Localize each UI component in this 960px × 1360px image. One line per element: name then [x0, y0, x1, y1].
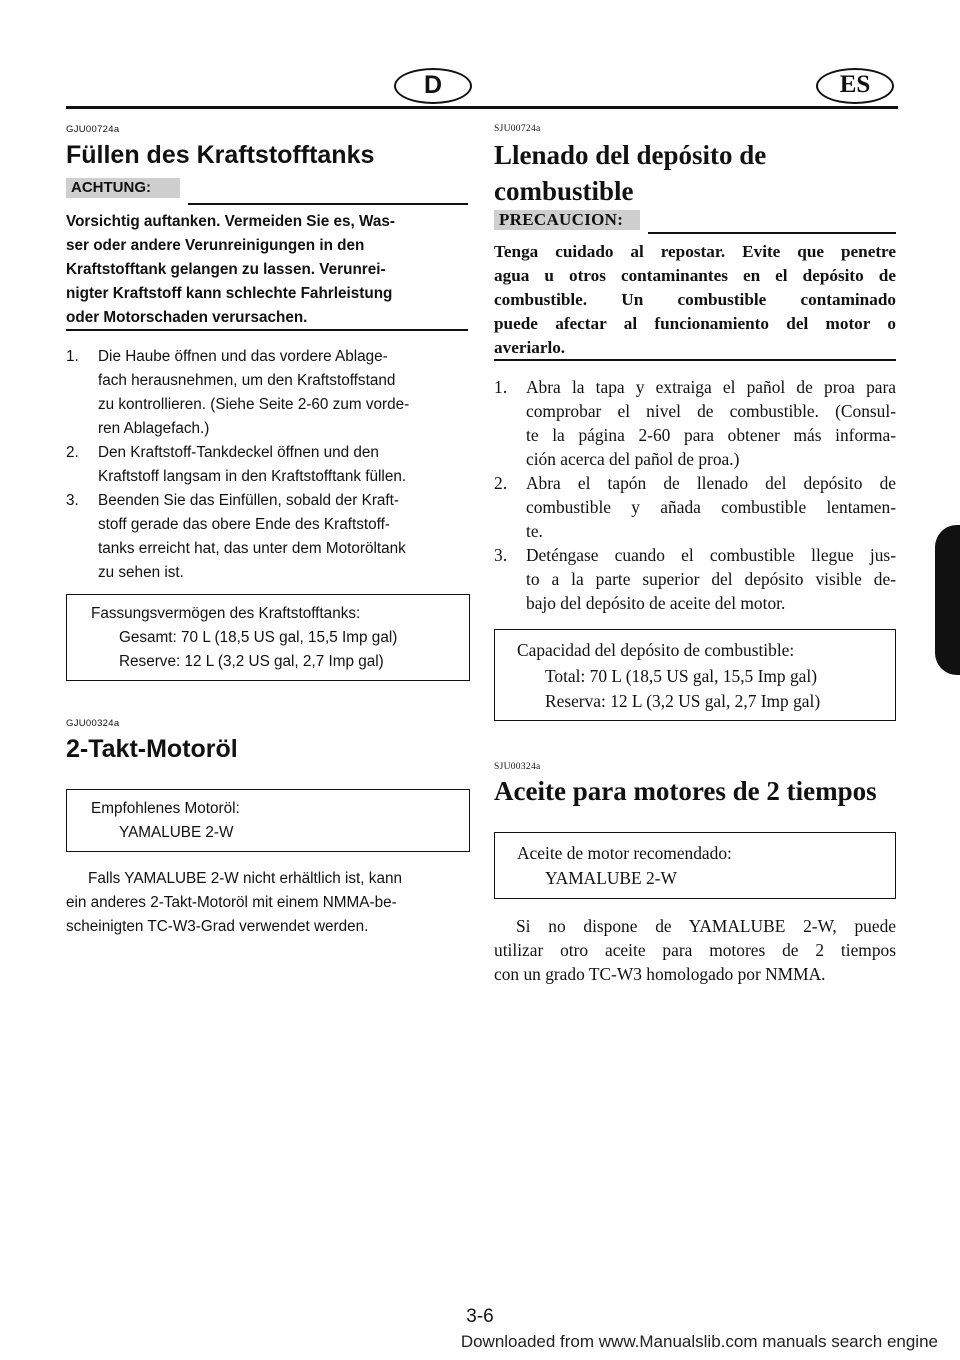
list-item [66, 489, 470, 585]
step-number: 1. [66, 348, 79, 365]
step-number: 2. [494, 473, 508, 493]
caution-line: averiarlo. [494, 338, 566, 357]
list-item [66, 345, 470, 441]
step-text: Die Haube öffnen und das vordere Ablage- fach herausnehmen, um den Kraftstoffstand zu kontrollieren. (Siehe Seite 2-60 zum vorde- ren Ablagefach.) [98, 348, 410, 437]
caution-rule-es [648, 232, 896, 234]
spec-value: YAMALUBE 2-W [545, 868, 677, 888]
header-rule [66, 106, 898, 109]
section-title-es-oil: Aceite para motores de 2 tiempos [494, 776, 877, 806]
spec-value: YAMALUBE 2-W [119, 824, 234, 841]
steps-list-es [494, 375, 896, 615]
spec-total: Gesamt: 70 L (18,5 US gal, 15,5 Imp gal) [119, 629, 398, 646]
spec-reserve: Reserve: 12 L (3,2 US gal, 2,7 Imp gal) [119, 653, 384, 670]
caution-line: combustible. Un combustible contaminado [494, 290, 896, 309]
spec-reserve: Reserva: 12 L (3,2 US gal, 2,7 Imp gal) [545, 691, 821, 711]
spec-title: Aceite de motor recomendado: [517, 843, 732, 863]
step-line: Abra la tapa y extraiga el pañol de proa para [526, 377, 896, 397]
paragraph-line: ein anderes 2-Takt-Motoröl mit einem NMMA-be- [66, 894, 397, 911]
section-title-de-oil: 2-Takt-Motoröl [66, 735, 238, 763]
page-number: 3-6 [466, 1306, 494, 1327]
spec-title: Fassungsvermögen des Kraftstofftanks: [91, 605, 361, 622]
section-code-es-oil: SJU00324a [494, 762, 541, 772]
oil-paragraph-de [66, 867, 470, 939]
list-item [66, 441, 470, 489]
caution-text-es [494, 240, 896, 360]
step-line: ción acerca del pañol de proa.) [526, 449, 740, 469]
caution-rule-de [188, 203, 468, 205]
caution-badge-de: ACHTUNG: [66, 178, 180, 198]
step-text: Den Kraftstoff-Tankdeckel öffnen und den Kraftstoff langsam in den Kraftstofftank füllen. [98, 444, 407, 485]
caution-end-rule-de [66, 329, 468, 331]
step-line: Deténgase cuando el combustible llegue jus- [526, 545, 896, 565]
caution-line: agua u otros contaminantes en el depósito de [494, 266, 896, 285]
title-line: combustible [494, 176, 634, 206]
section-code-de-oil: GJU00324a [66, 718, 120, 729]
step-line: comprobar el nivel de combustible. (Consul- [526, 401, 896, 421]
step-number: 3. [494, 545, 508, 565]
caution-line: nigter Kraftstoff kann schlechte Fahrleistung [66, 285, 393, 302]
step-line: te. [526, 521, 543, 541]
title-line: Llenado del depósito de [494, 140, 767, 170]
chapter-tab [935, 525, 960, 675]
lang-badge-de: D [394, 68, 472, 104]
caution-line: ser oder andere Verunreinigungen in den [66, 237, 365, 254]
section-code-de-fuel: GJU00724a [66, 124, 120, 135]
list-item [494, 375, 896, 471]
spec-title: Empfohlenes Motoröl: [91, 800, 240, 817]
spec-total: Total: 70 L (18,5 US gal, 15,5 Imp gal) [545, 666, 817, 686]
caution-line: puede afectar al funcionamiento del motor o [494, 314, 896, 333]
oil-spec-box-es [494, 832, 896, 899]
oil-spec-box-de [66, 789, 470, 852]
step-text [494, 375, 896, 471]
section-code-es-fuel: SJU00724a [494, 124, 541, 134]
step-text [494, 471, 896, 543]
paragraph-line: Si no dispone de YAMALUBE 2-W, puede [516, 916, 896, 936]
section-title-es-fuel [494, 138, 898, 208]
step-line: te la página 2-60 para obtener más informa- [526, 425, 896, 445]
step-text: Beenden Sie das Einfüllen, sobald der Kraft- stoff gerade das obere Ende des Kraftstoff- tanks erreicht hat, das unter dem Motoröltank zu sehen ist. [98, 492, 406, 581]
step-text [494, 543, 896, 615]
paragraph-line: utilizar otro aceite para motores de 2 tiempos [494, 940, 896, 960]
step-line: combustible y añada combustible lentamen- [526, 497, 896, 517]
section-title-de-fuel: Füllen des Kraftstofftanks [66, 141, 375, 169]
caution-badge-es: PRECAUCION: [494, 210, 640, 230]
step-line: Abra el tapón de llenado del depósito de [526, 473, 896, 493]
step-number: 2. [66, 444, 79, 461]
paragraph-line: con un grado TC-W3 homologado por NMMA. [494, 964, 826, 984]
caution-line: Tenga cuidado al repostar. Evite que penetre [494, 242, 896, 261]
caution-line: oder Motorschaden verursachen. [66, 309, 308, 326]
oil-paragraph-es [494, 914, 896, 986]
caution-line: Kraftstofftank gelangen zu lassen. Verunrei- [66, 261, 386, 278]
paragraph-line: scheinigten TC-W3-Grad verwendet werden. [66, 918, 369, 935]
caution-line: Vorsichtig auftanken. Vermeiden Sie es, Was- [66, 213, 395, 230]
lang-badge-es: ES [816, 68, 894, 104]
fuel-capacity-box-es [494, 629, 896, 721]
spec-title: Capacidad del depósito de combustible: [517, 640, 795, 660]
list-item [494, 471, 896, 543]
caution-end-rule-es [494, 359, 896, 361]
step-line: bajo del depósito de aceite del motor. [526, 593, 786, 613]
fuel-capacity-box-de [66, 594, 470, 681]
step-number: 3. [66, 492, 79, 509]
step-number: 1. [494, 377, 508, 397]
caution-text-de [66, 210, 470, 330]
steps-list-de [66, 345, 470, 585]
paragraph-line: Falls YAMALUBE 2-W nicht erhältlich ist, kann [88, 870, 402, 887]
list-item [494, 543, 896, 615]
step-line: to a la parte superior del depósito visible de- [526, 569, 896, 589]
source-footer: Downloaded from www.Manualslib.com manuals search engine [460, 1332, 938, 1351]
